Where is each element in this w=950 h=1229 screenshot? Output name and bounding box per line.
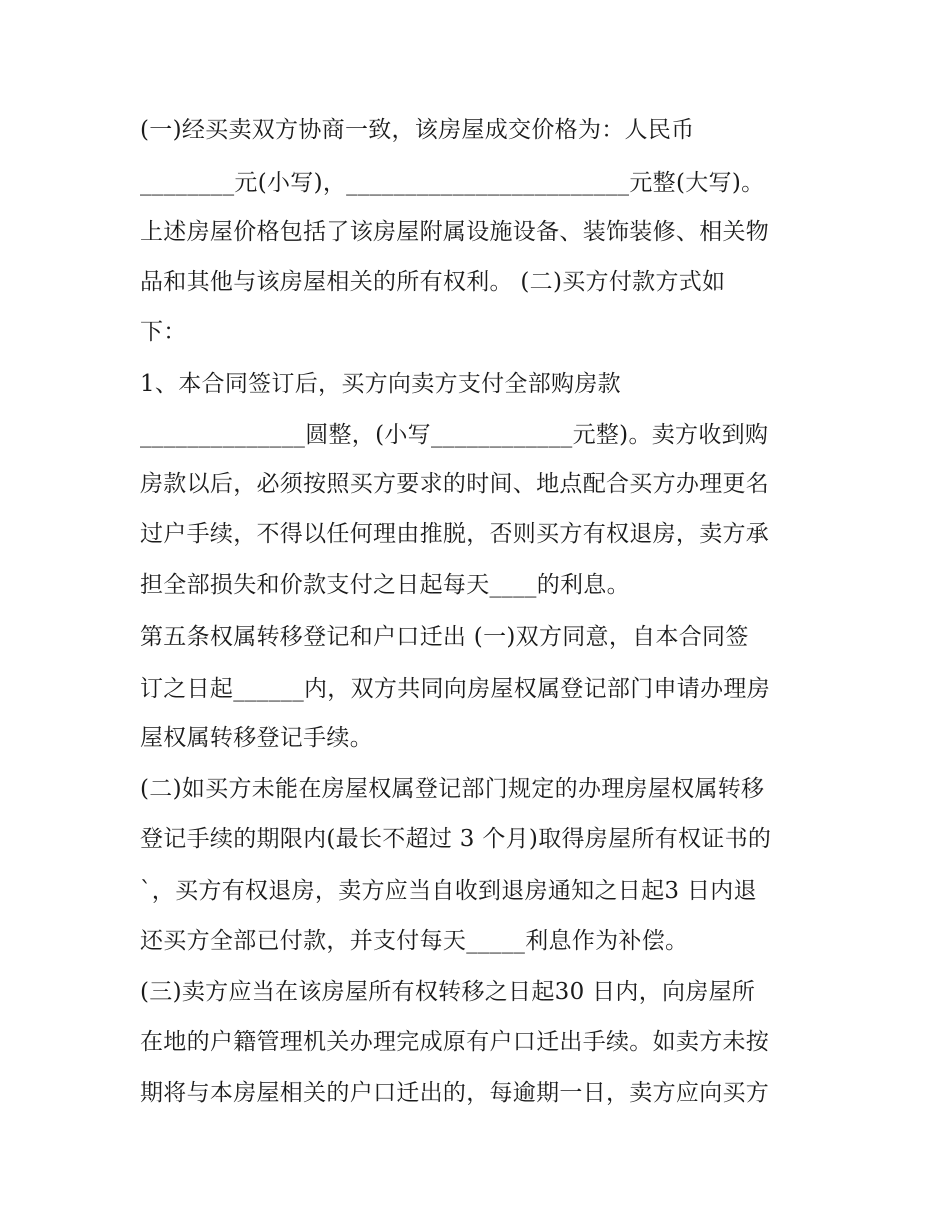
text-line: 上述房屋价格包括了该房屋附属设施设备、装饰装修、相关物 xyxy=(140,219,770,245)
text-line: 屋权属转移登记手续。 xyxy=(140,725,373,751)
text-line: (一)经买卖双方协商一致，该房屋成交价格为：人民币 xyxy=(140,117,695,143)
text-line: 1、本合同签订后，买方向卖方支付全部购房款 xyxy=(140,371,621,397)
text-line: 登记手续的期限内(最长不超过 3 个月)取得房屋所有权证书的 xyxy=(140,826,772,852)
text-line: `，买方有权退房，卖方应当自收到退房通知之日起3 日内退 xyxy=(140,878,757,904)
text-line: 第五条权属转移登记和户口迁出 (一)双方同意，自本合同签 xyxy=(140,624,749,650)
text-line: (三)卖方应当在该房屋所有权转移之日起30 日内，向房屋所 xyxy=(140,979,756,1005)
text-line: 期将与本房屋相关的户口迁出的，每逾期一日，卖方应向买方 xyxy=(140,1080,770,1106)
text-line: (二)如买方未能在房屋权属登记部门规定的办理房屋权属转移 xyxy=(140,776,765,802)
text-line: 还买方全部已付款，并支付每天_____利息作为补偿。 xyxy=(140,928,689,954)
text-line: 房款以后，必须按照买方要求的时间、地点配合买方办理更名 xyxy=(140,471,770,497)
text-line: ______________圆整，(小写____________元整)。卖方收到购 xyxy=(140,422,769,448)
text-line: 过户手续，不得以任何理由推脱，否则买方有权退房，卖方承 xyxy=(140,521,770,547)
text-line: ________元(小写)，________________________元整(大写)。 xyxy=(140,170,765,196)
text-line: 担全部损失和价款支付之日起每天____的利息。 xyxy=(140,572,630,598)
text-line: 在地的户籍管理机关办理完成原有户口迁出手续。如卖方未按 xyxy=(140,1029,770,1055)
text-line: 下： xyxy=(140,319,187,345)
text-line: 品和其他与该房屋相关的所有权利。 (二)买方付款方式如 xyxy=(140,269,726,295)
text-line: 订之日起______内，双方共同向房屋权属登记部门申请办理房 xyxy=(140,676,770,702)
